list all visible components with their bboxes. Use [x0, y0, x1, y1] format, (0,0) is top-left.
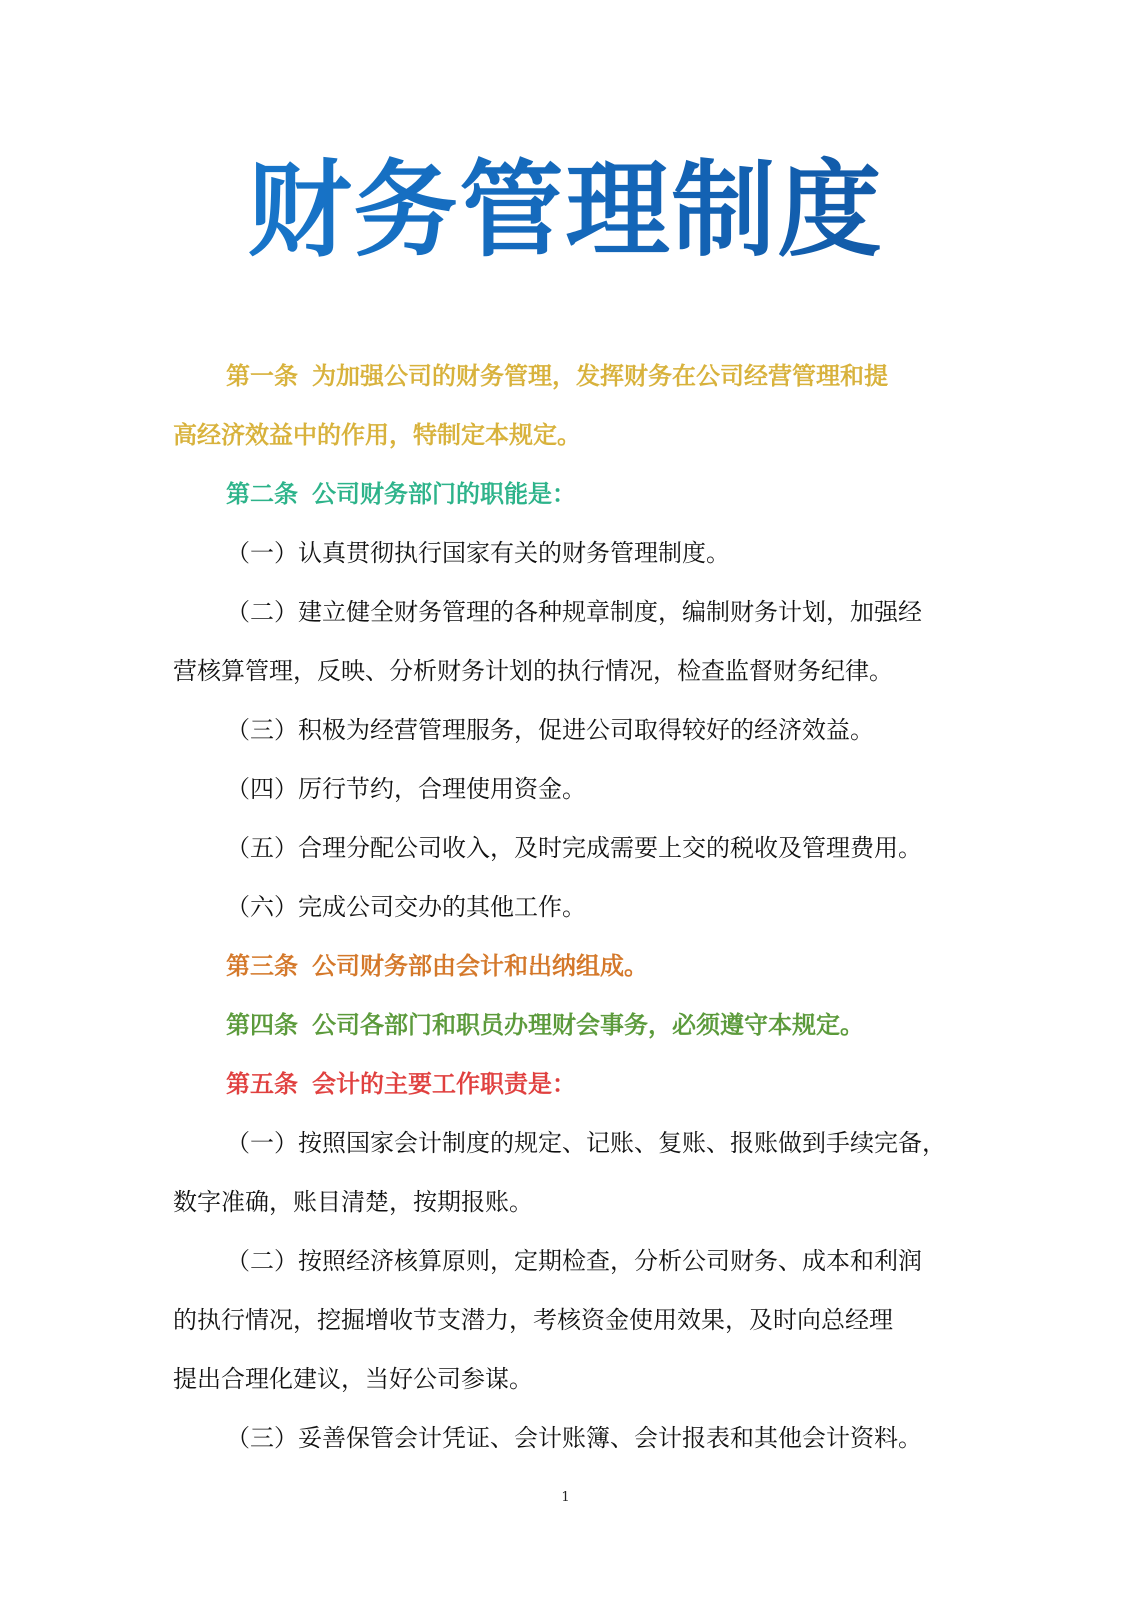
article-1-continuation	[173, 406, 963, 465]
article-2-item-1: （一）认真贯彻执行国家有关的财务管理制度。	[226, 539, 730, 567]
article-5-item-2: （二）按照经济核算原则，定期检查，分析公司财务、成本和利润	[226, 1247, 922, 1275]
article-3-label: 第三条	[226, 952, 298, 980]
article-5-item-2-continuation-1: 的执行情况，挖掘增收节支潜力，考核资金使用效果，及时向总经理	[173, 1306, 893, 1334]
article-2	[173, 465, 963, 524]
article-2-item-3: （三）积极为经营管理服务，促进公司取得较好的经济效益。	[226, 716, 874, 744]
article-1-text-line1: 为加强公司的财务管理，发挥财务在公司经营管理和提	[312, 362, 888, 390]
document-body	[173, 347, 963, 1468]
article-5-text: 会计的主要工作职责是：	[312, 1070, 576, 1098]
article-5-item-1: （一）按照国家会计制度的规定、记账、复账、报账做到手续完备，	[226, 1129, 946, 1157]
article-2-label: 第二条	[226, 480, 298, 508]
article-2-text: 公司财务部门的职能是：	[312, 480, 576, 508]
article-1	[173, 347, 963, 406]
article-2-item-6: （六）完成公司交办的其他工作。	[226, 893, 586, 921]
article-2-item-2-continuation: 营核算管理，反映、分析财务计划的执行情况，检查监督财务纪律。	[173, 657, 893, 685]
page-number: 1	[561, 1490, 570, 1505]
article-4	[173, 996, 963, 1055]
article-5-item-2-continuation-2: 提出合理化建议，当好公司参谋。	[173, 1365, 533, 1393]
article-2-item-4: （四）厉行节约，合理使用资金。	[226, 775, 586, 803]
article-4-text: 公司各部门和职员办理财会事务，必须遵守本规定。	[312, 1011, 864, 1039]
article-1-text-line2: 高经济效益中的作用，特制定本规定。	[173, 421, 581, 449]
document-title: 财务管理制度	[0, 150, 1131, 270]
article-1-label: 第一条	[226, 362, 298, 390]
article-4-label: 第四条	[226, 1011, 298, 1039]
article-5-item-3: （三）妥善保管会计凭证、会计账簿、会计报表和其他会计资料。	[226, 1424, 922, 1452]
article-3-text: 公司财务部由会计和出纳组成。	[312, 952, 648, 980]
article-2-item-2: （二）建立健全财务管理的各种规章制度，编制财务计划，加强经	[226, 598, 922, 626]
article-5	[173, 1055, 963, 1114]
article-3	[173, 937, 963, 996]
article-5-item-1-continuation: 数字准确，账目清楚，按期报账。	[173, 1188, 533, 1216]
article-2-item-5: （五）合理分配公司收入，及时完成需要上交的税收及管理费用。	[226, 834, 922, 862]
article-5-label: 第五条	[226, 1070, 298, 1098]
